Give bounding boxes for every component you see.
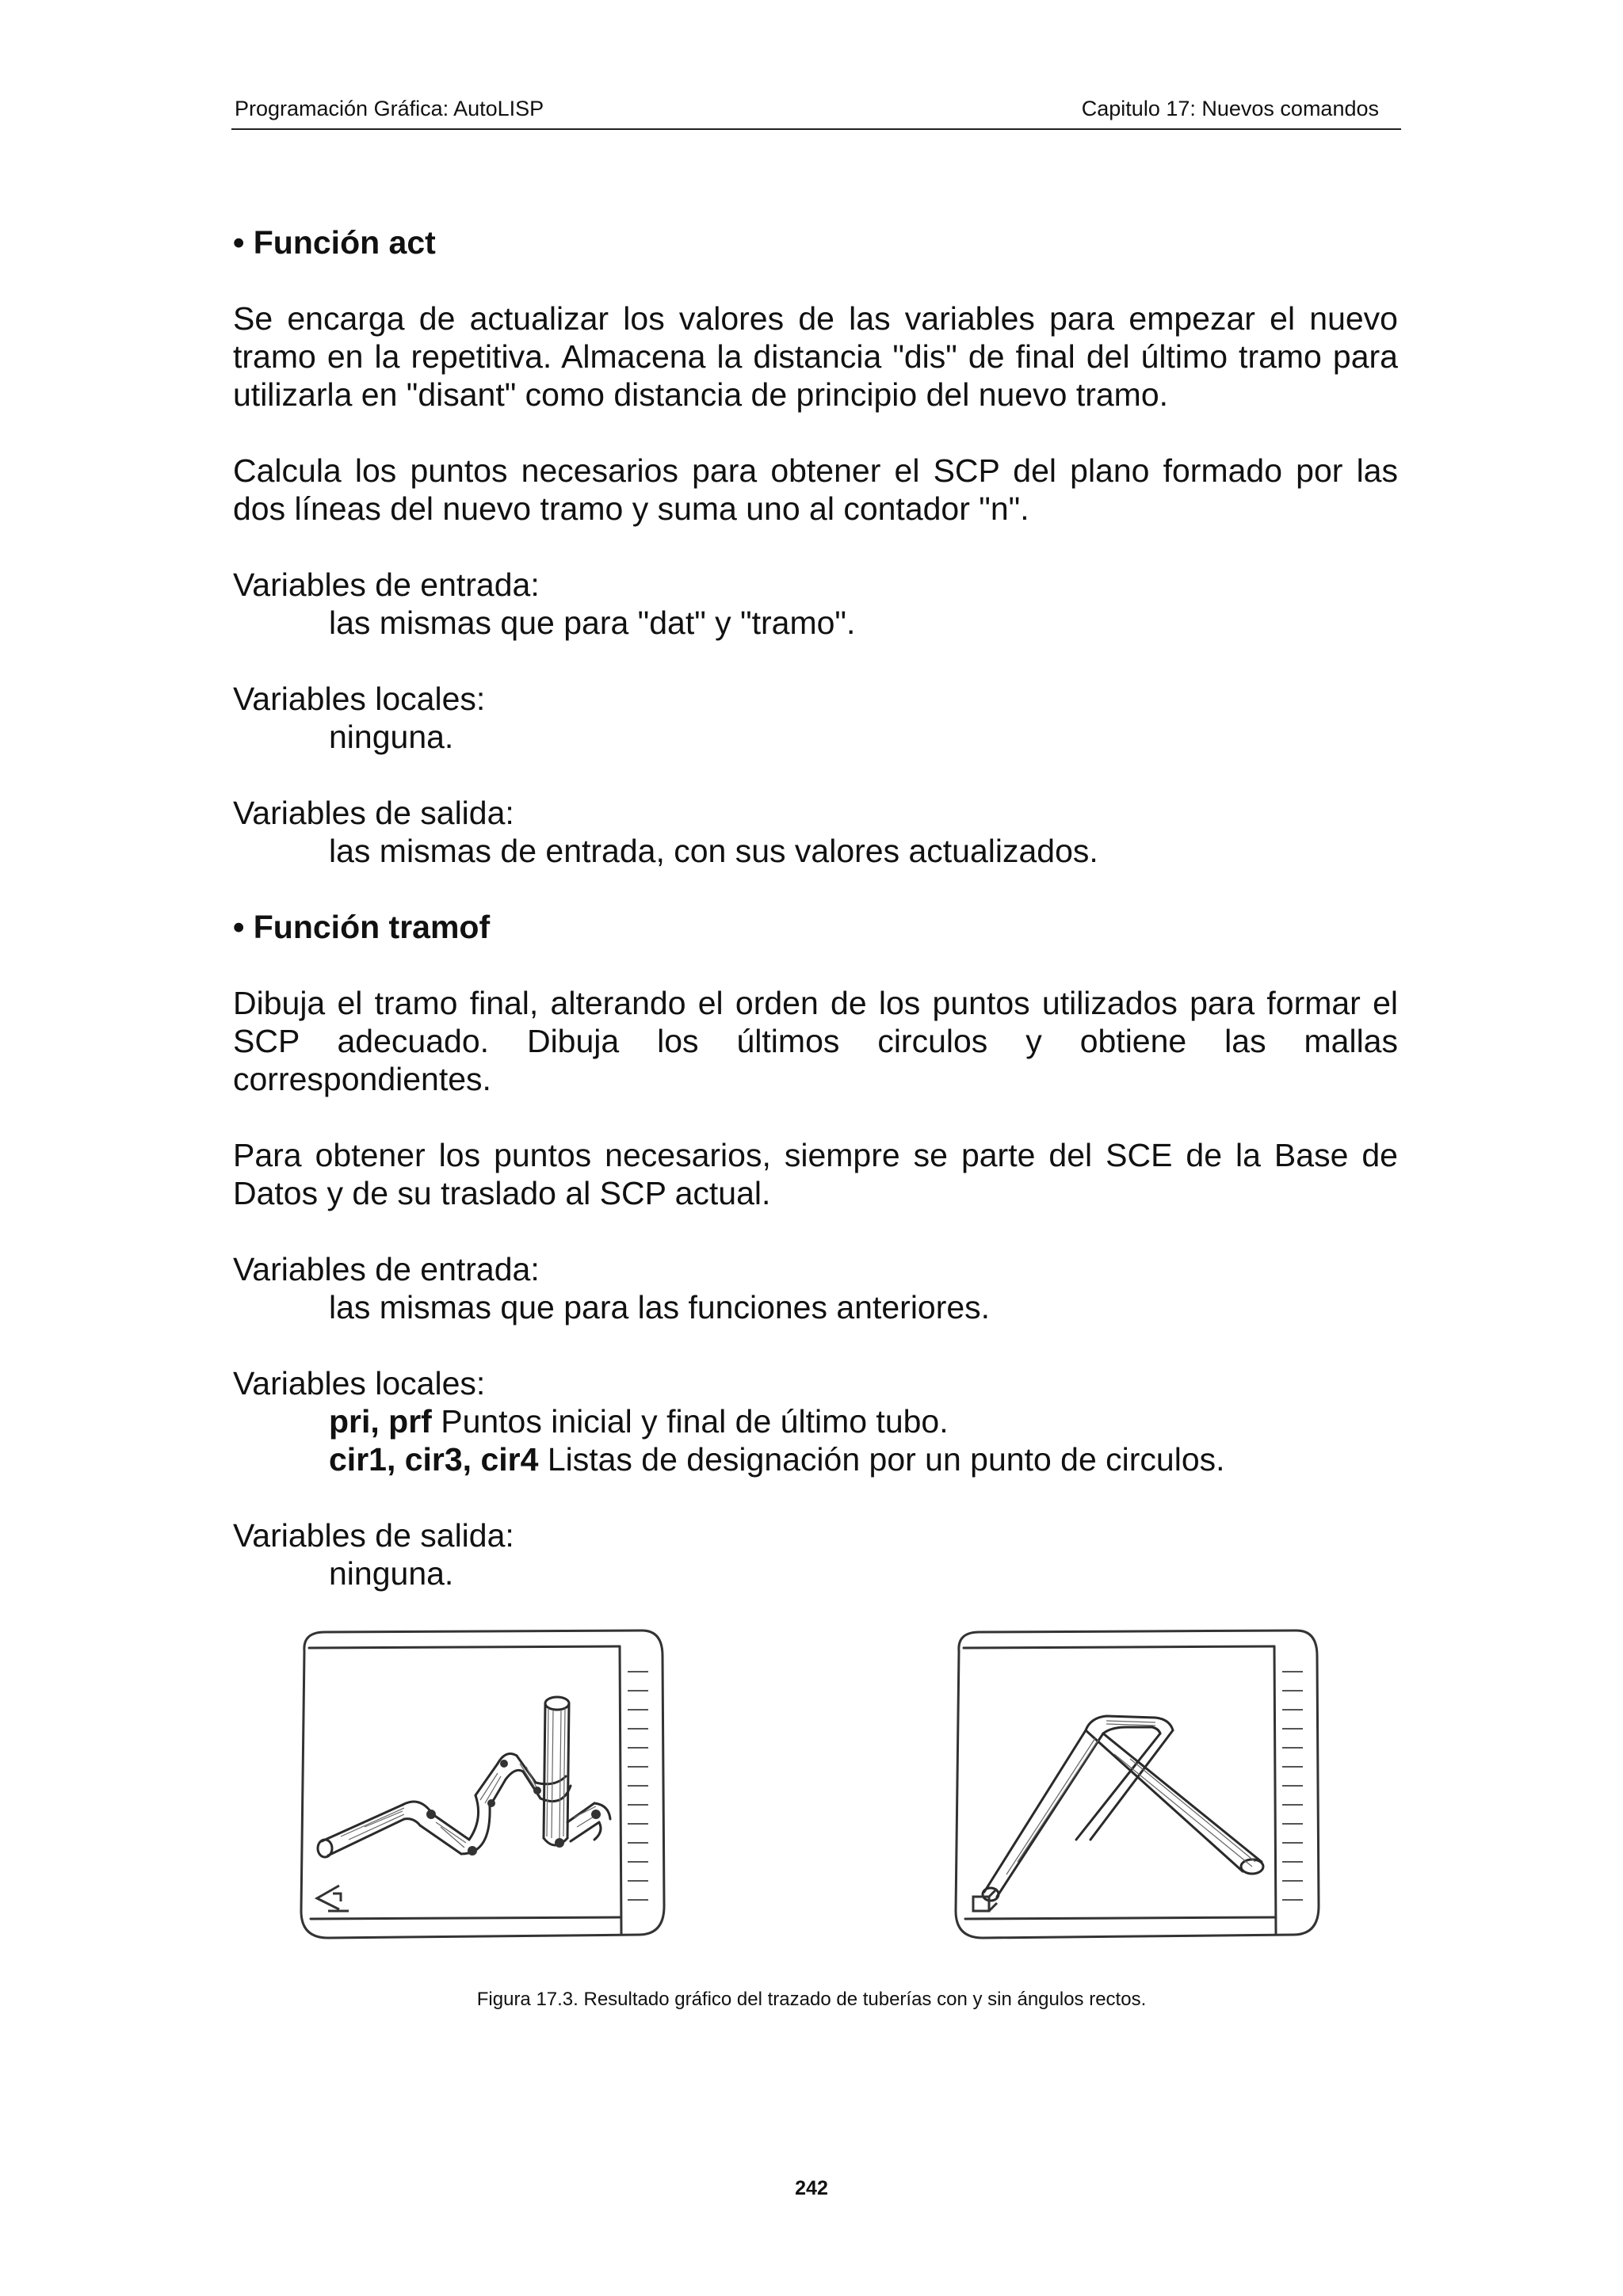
figure-pipes-right-angles: [293, 1624, 674, 1946]
act-paragraph-2: Calcula los puntos necesarios para obtener el SCP del plano formado por las dos líneas del nuevo tramo y suma uno al contador "n".: [233, 452, 1398, 527]
act-salida-value: las mismas de entrada, con sus valores actualizados.: [329, 833, 1098, 869]
act-salida-label: Variables de salida:: [233, 795, 514, 831]
tramof-local-var-2: [233, 1440, 1398, 1478]
header-chapter-title: Capitulo 17: Nuevos comandos: [1081, 97, 1379, 120]
act-entrada-label: Variables de entrada:: [233, 566, 540, 603]
section-title-tramof: • Función tramof: [233, 909, 491, 945]
tramof-paragraph-1: Dibuja el tramo final, alterando el orden de los puntos utilizados para formar el SCP adecuado. Dibuja los últimos circulos y obtiene las mallas correspondientes.: [233, 985, 1398, 1097]
tramof-salida-label: Variables de salida:: [233, 1517, 514, 1554]
pipes-right-angles-drawing: [293, 1624, 674, 1946]
tramof-paragraph-2: Para obtener los puntos necesarios, siempre se parte del SCE de la Base de Datos y de su traslado al SCP actual.: [233, 1137, 1398, 1211]
section-title-act: • Función act: [233, 224, 436, 261]
page-body: [233, 223, 1398, 1592]
tramof-locales-label: Variables locales:: [233, 1365, 486, 1402]
local-var-name-pri-prf: pri, prf: [329, 1403, 432, 1440]
local-var-name-cir: cir1, cir3, cir4: [329, 1441, 539, 1478]
act-entrada-value: las mismas que para "dat" y "tramo".: [329, 605, 856, 641]
page-header: [231, 95, 1401, 130]
tramof-salida-value: ninguna.: [329, 1555, 454, 1592]
local-var-desc-cir: Listas de designación por un punto de circulos.: [538, 1441, 1225, 1478]
tramof-entrada-value: las mismas que para las funciones anteriores.: [329, 1289, 991, 1325]
tramof-local-var-1: [233, 1402, 1398, 1440]
figure-pipes-no-right-angles: [948, 1624, 1328, 1946]
act-locales-label: Variables locales:: [233, 681, 486, 717]
header-book-title: Programación Gráfica: AutoLISP: [235, 97, 544, 120]
act-paragraph-1: Se encarga de actualizar los valores de las variables para empezar el nuevo tramo en la repetitiva. Almacena la distancia "dis" de final del último tramo para utilizarla en "disant" como distancia de principio del nuevo tramo.: [233, 300, 1398, 413]
local-var-desc-pri-prf: Puntos inicial y final de último tubo.: [431, 1403, 949, 1440]
figure-caption: Figura 17.3. Resultado gráfico del trazado de tuberías con y sin ángulos rectos.: [476, 1989, 1147, 2010]
pipes-no-right-angles-drawing: [948, 1624, 1328, 1946]
act-locales-value: ninguna.: [329, 719, 454, 755]
tramof-entrada-label: Variables de entrada:: [233, 1251, 540, 1287]
page-number: 242: [795, 2177, 828, 2199]
